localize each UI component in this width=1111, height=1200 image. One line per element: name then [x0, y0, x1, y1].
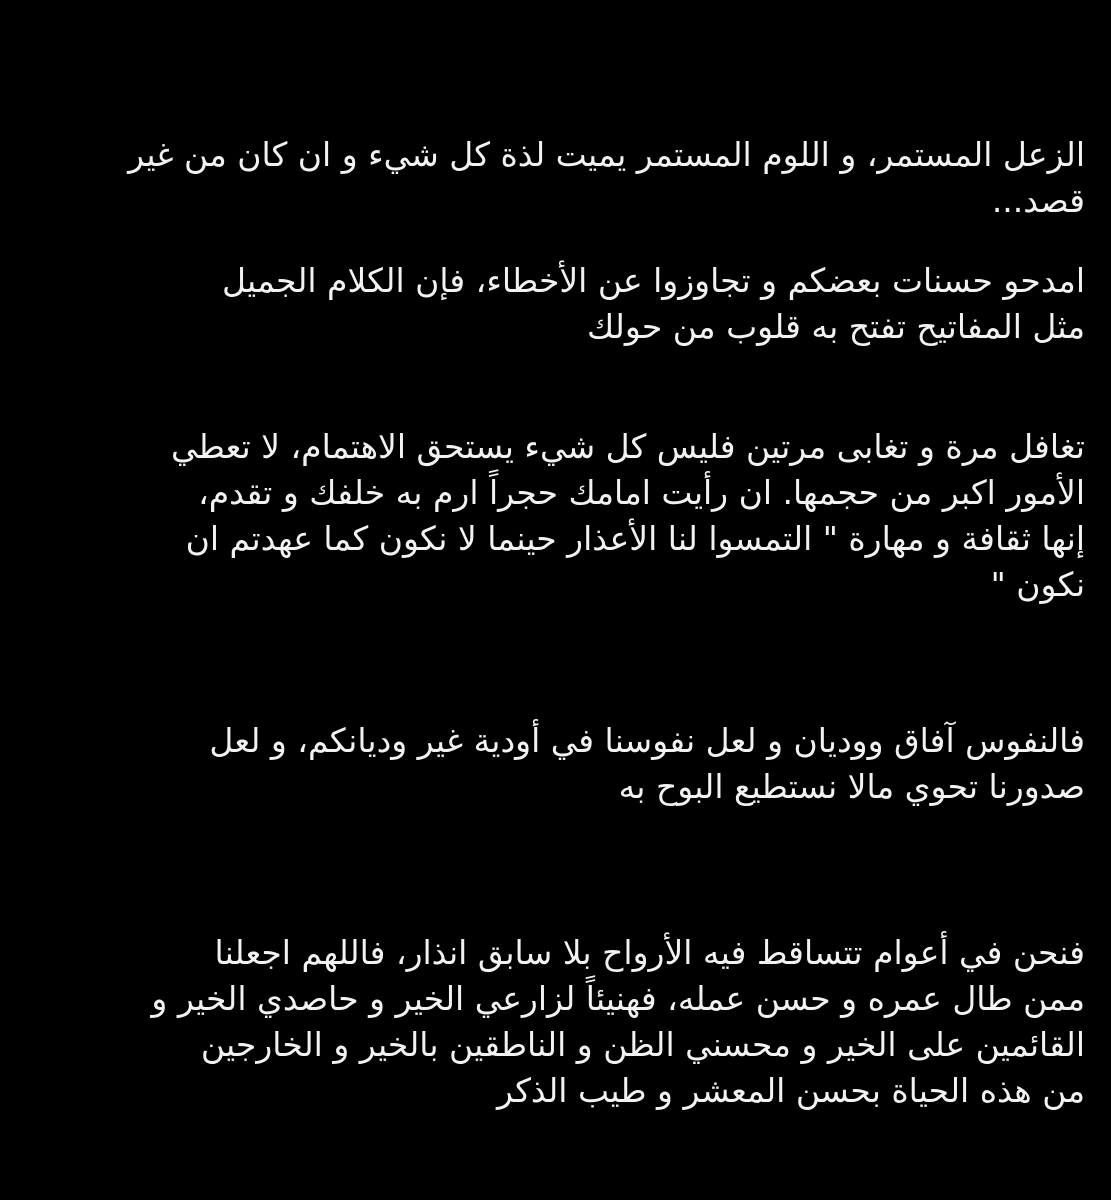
- paragraph-2-line-2: مثل المفاتيح تفتح به قلوب من حولك: [587, 307, 1085, 346]
- paragraph-3: [40, 424, 1085, 608]
- paragraph-5: [40, 930, 1085, 1114]
- paragraph-3-line-3: إنها ثقافة و مهارة " التمسوا لنا الأعذار حينما لا نكون كما عهدتم ان: [185, 519, 1085, 558]
- paragraph-1: [40, 132, 1085, 224]
- paragraph-4-line-2: صدورنا تحوي مالا نستطيع البوح به: [618, 767, 1085, 806]
- paragraph-2-line-1: امدحو حسنات بعضكم و تجاوزوا عن الأخطاء، فإن الكلام الجميل: [222, 261, 1085, 300]
- paragraph-3-line-2: الأمور اكبر من حجمها. ان رأيت امامك حجراً ارم به خلفك و تقدم،: [198, 473, 1085, 512]
- story-text-container: [40, 0, 1085, 1200]
- paragraph-4: [40, 718, 1085, 810]
- paragraph-3-line-1: تغافل مرة و تغابى مرتين فليس كل شيء يستحق الاهتمام، لا تعطي: [171, 427, 1085, 466]
- paragraph-5-line-2: ممن طال عمره و حسن عمله، فهنيئاً لزارعي الخير و حاصدي الخير و: [151, 979, 1085, 1018]
- paragraph-2: [40, 258, 1085, 350]
- paragraph-1-line-1: الزعل المستمر، و اللوم المستمر يميت لذة كل شيء و ان كان من غير: [128, 135, 1085, 174]
- paragraph-4-line-1: فالنفوس آفاق ووديان و لعل نفوسنا في أودية غير ودیانکم، و لعل: [209, 721, 1085, 760]
- paragraph-5-line-3: القائمين على الخير و محسني الظن و الناطقين بالخير و الخارجين: [200, 1025, 1085, 1064]
- paragraph-1-line-2: قصد...: [991, 181, 1085, 220]
- paragraph-3-line-4: نكون ": [990, 565, 1085, 604]
- paragraph-5-line-1: فنحن في أعوام تتساقط فيه الأرواح بلا سابق انذار، فاللهم اجعلنا: [214, 933, 1085, 972]
- paragraph-5-line-4: من هذه الحياة بحسن المعشر و طيب الذكر: [496, 1071, 1085, 1110]
